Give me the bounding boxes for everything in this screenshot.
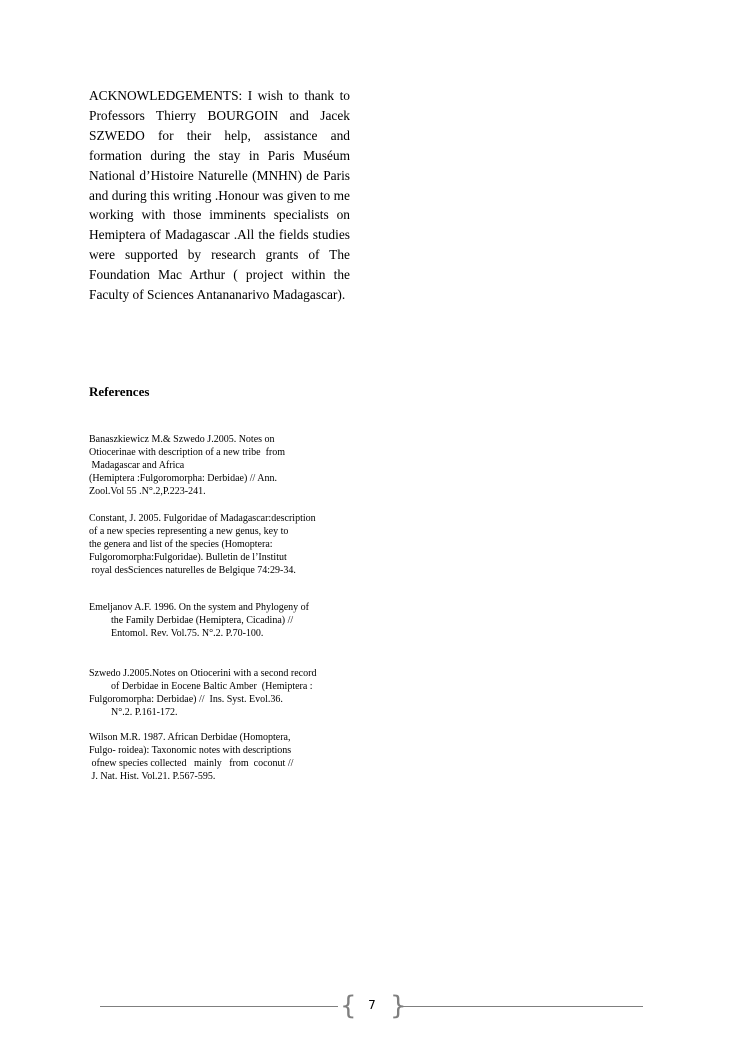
reference-line: Banaszkiewicz M.& Szwedo J.2005. Notes on	[89, 434, 275, 445]
reference-item	[89, 667, 359, 719]
reference-line: Entomol. Rev. Vol.75. N°.2. P.70-100.	[111, 628, 264, 640]
references-heading: References	[89, 384, 150, 399]
reference-line: ofnew species collected mainly from coconut //	[89, 758, 294, 770]
reference-line: the Family Derbidae (Hemiptera, Cicadina) //	[111, 615, 294, 627]
reference-line: N°.2. P.161-172.	[111, 707, 178, 719]
reference-line: Zool.Vol 55 .N°.2,P.223-241.	[89, 486, 206, 498]
reference-line: J. Nat. Hist. Vol.21. P.567-595.	[89, 771, 216, 783]
reference-item	[89, 433, 359, 498]
reference-line: Fulgo- roidea): Taxonomic notes with descriptions	[89, 745, 292, 757]
reference-line: Otiocerinae with description of a new tribe from	[89, 447, 286, 459]
reference-item	[89, 512, 359, 577]
footer-rule-right	[401, 1006, 643, 1007]
reference-line: Fulgoromorpha: Derbidae) // Ins. Syst. Evol.36.	[89, 694, 283, 706]
reference-line: royal desSciences naturelles de Belgique 74:29-34.	[89, 565, 296, 577]
right-bracket-icon: }	[390, 991, 407, 1021]
reference-item	[89, 601, 359, 640]
reference-line: Fulgoromorpha:Fulgoridae). Bulletin de l’Institut	[89, 552, 287, 564]
reference-line: Wilson M.R. 1987. African Derbidae (Homoptera,	[89, 732, 291, 743]
acknowledgements-paragraph: ACKNOWLEDGEMENTS: I wish to thank to Professors Thierry BOURGOIN and Jacek SZWEDO for their help, assistance and formation during the stay in Paris Muséum National d’Histoire Naturelle (MNHN) de Paris and during this writing .Honour was given to me working with those imminents specialists on Hemiptera of Madagascar .All the fields studies were supported by research grants of The Foundation Mac Arthur ( project within the Faculty of Sciences Antananarivo Madagascar).	[89, 88, 350, 303]
footer-rule-left	[100, 1006, 338, 1007]
reference-line: Constant, J. 2005. Fulgoridae of Madagascar:description	[89, 513, 316, 524]
left-bracket-icon: {	[340, 991, 357, 1021]
reference-line: Emeljanov A.F. 1996. On the system and Phylogeny of	[89, 602, 310, 613]
acknowledgements-section	[89, 86, 350, 305]
reference-item	[89, 731, 359, 783]
reference-line: the genera and list of the species (Homoptera:	[89, 539, 273, 551]
page-number: 7	[368, 998, 376, 1012]
reference-line: Madagascar and Africa	[89, 460, 185, 472]
reference-line: Szwedo J.2005.Notes on Otiocerini with a second record	[89, 668, 317, 679]
reference-line: of Derbidae in Eocene Baltic Amber (Hemiptera :	[111, 681, 313, 693]
reference-line: (Hemiptera :Fulgoromorpha: Derbidae) // Ann.	[89, 473, 278, 485]
reference-line: of a new species representing a new genus, key to	[89, 526, 289, 538]
